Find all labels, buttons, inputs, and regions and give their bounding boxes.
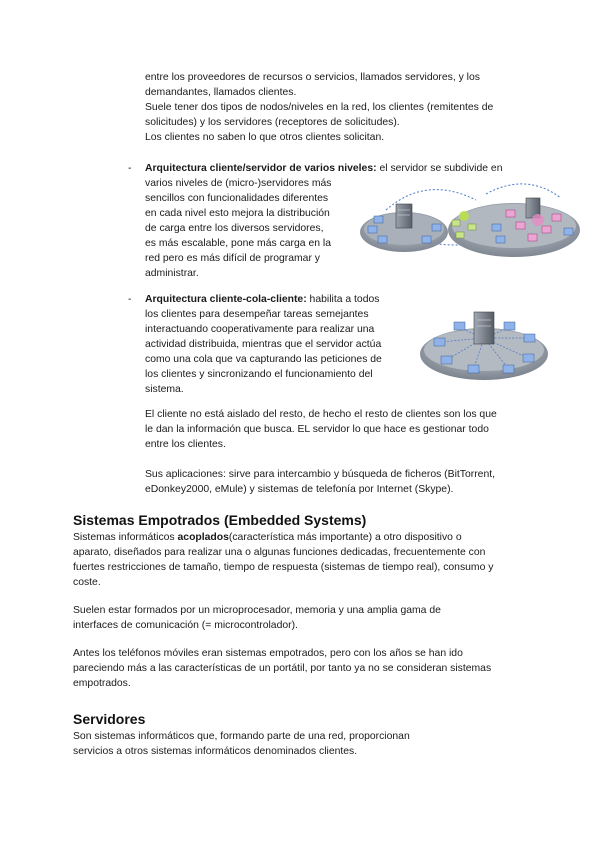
paragraph-line: Son sistemas informáticos que, formando parte de una red, proporcionan bbox=[73, 731, 410, 742]
paragraph-line: interfaces de comunicación (= microcontrolador). bbox=[73, 620, 298, 631]
paragraph-line: Suelen estar formados por un microprocesador, memoria y una amplia gama de bbox=[73, 605, 441, 616]
intro-line: demandantes, llamados clientes. bbox=[145, 87, 297, 98]
paragraph-line: eDonkey2000, eMule) y sistemas de telefonía por Internet (Skype). bbox=[145, 484, 454, 495]
intro-line: Suele tener dos tipos de nodos/niveles en la red, los clientes (remitentes de bbox=[145, 102, 494, 113]
bullet-line: como una cola que va capturando las peticiones de bbox=[145, 354, 382, 365]
bold-term: acoplados bbox=[177, 532, 229, 543]
intro-line: entre los proveedores de recursos o servicios, llamados servidores, y los bbox=[145, 72, 480, 83]
bullet-line: de carga entre los diversos servidores, bbox=[145, 223, 324, 234]
section-heading-embedded: Sistemas Empotrados (Embedded Systems) bbox=[73, 512, 367, 528]
paragraph-line: servicios a otros sistemas informáticos denominados clientes. bbox=[73, 746, 358, 757]
bullet-line: red pero es más difícil de programar y bbox=[145, 253, 320, 264]
bullet-line: interactuando cooperativamente para realizar una bbox=[145, 324, 375, 335]
bullet-line: sistema. bbox=[145, 384, 184, 395]
bullet-first-line bbox=[145, 292, 379, 307]
bullet-dash: - bbox=[128, 294, 132, 305]
bullet-line: en cada nivel esto mejora la distribución bbox=[145, 208, 330, 219]
bullet-first-line bbox=[145, 161, 503, 176]
paragraph-line: Sus aplicaciones: sirve para intercambio y búsqueda de ficheros (BitTorrent, bbox=[145, 469, 495, 480]
bullet-line: los clientes para desempeñar tareas semejantes bbox=[145, 309, 369, 320]
paragraph-line: pareciendo más a las características de un portátil, por tanto ya no se consideran sistemas bbox=[73, 663, 492, 674]
text-span: (característica más importante) a otro dispositivo o bbox=[228, 532, 462, 543]
intro-line: solicitudes) y los servidores (receptores de solicitudes). bbox=[145, 117, 400, 128]
paragraph-line: le dan la información que busca. EL servidor lo que hace es gestionar todo bbox=[145, 424, 489, 435]
bullet-line: actividad distribuida, mientras que el servidor actúa bbox=[145, 339, 382, 350]
paragraph-line bbox=[73, 530, 462, 545]
bullet-title: Arquitectura cliente/servidor de varios niveles: bbox=[145, 163, 377, 174]
paragraph-line: empotrados. bbox=[73, 678, 131, 689]
paragraph-line: El cliente no está aislado del resto, de hecho el resto de clientes son los que bbox=[145, 409, 497, 420]
bullet-title: Arquitectura cliente-cola-cliente: bbox=[145, 294, 307, 305]
paragraph-line: fuertes restricciones de tamaño, tiempo de respuesta (sistemas de tiempo real), consumo y bbox=[73, 562, 494, 573]
paragraph-line: entre los clientes. bbox=[145, 439, 226, 450]
intro-line: Los clientes no saben lo que otros clientes solicitan. bbox=[145, 132, 385, 143]
paragraph-line: Antes los teléfonos móviles eran sistemas empotrados, pero con los años se han ido bbox=[73, 648, 463, 659]
section-heading-servers: Servidores bbox=[73, 711, 146, 727]
bullet-rest: el servidor se subdivide en bbox=[376, 163, 503, 174]
text-span: Sistemas informáticos bbox=[73, 532, 178, 543]
bullet-line: los clientes y sincronizando el funcionamiento del bbox=[145, 369, 373, 380]
paragraph-line: aparato, diseñados para realizar una o algunas funciones dedicadas, frecuentemente con bbox=[73, 547, 486, 558]
paragraph-line: coste. bbox=[73, 577, 101, 588]
bullet-rest: habilita a todos bbox=[306, 294, 380, 305]
bullet-line: es más escalable, pone más carga en la bbox=[145, 238, 331, 249]
bullet-line: varios niveles de (micro-)servidores más bbox=[145, 178, 332, 189]
multi-tier-network-diagram-icon bbox=[356, 180, 582, 260]
bullet-line: sencillos con funcionalidades diferentes bbox=[145, 193, 329, 204]
bullet-line: administrar. bbox=[145, 268, 199, 279]
bullet-dash: - bbox=[128, 163, 132, 174]
client-queue-client-network-diagram-icon bbox=[416, 302, 552, 384]
